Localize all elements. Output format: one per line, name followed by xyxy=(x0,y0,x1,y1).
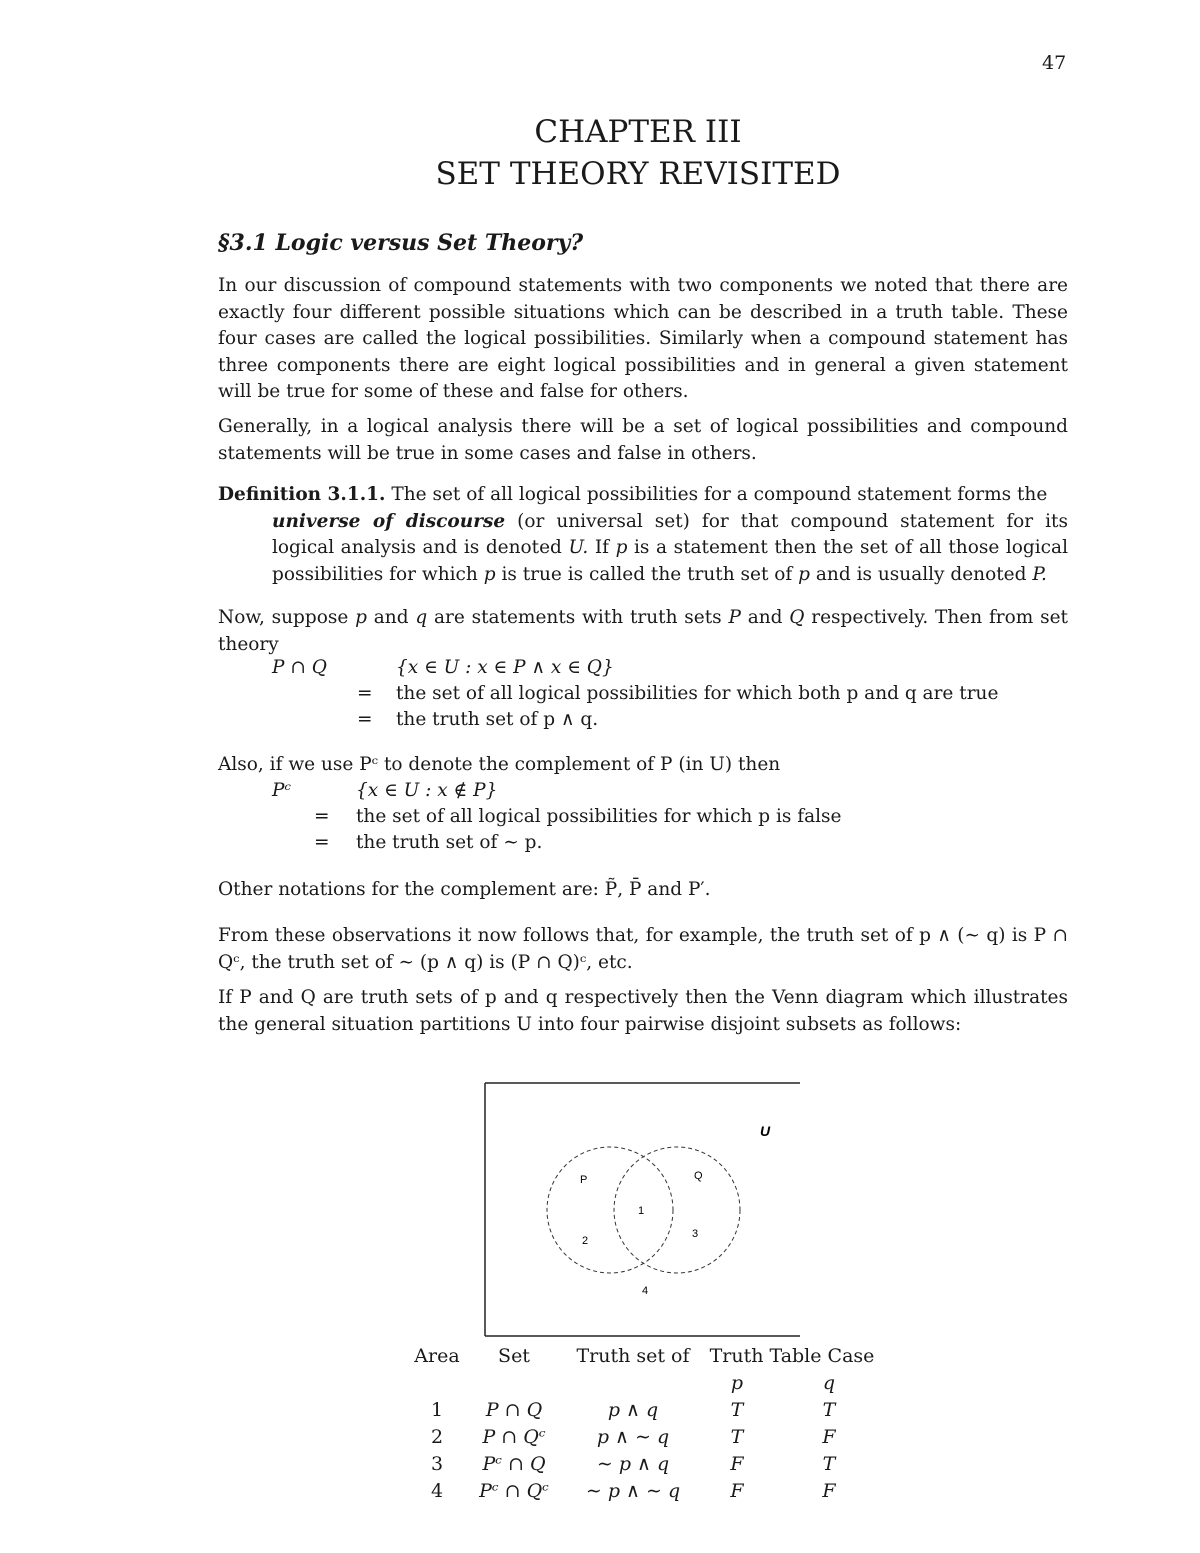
equation-lhs: Pᶜ xyxy=(272,780,291,801)
equation-row: {x ∈ U : x ∈ P ∧ x ∈ Q} xyxy=(396,657,614,678)
set-p-circle xyxy=(547,1147,673,1273)
equation-row: the set of all logical possibilities for which p is false xyxy=(356,806,842,827)
table-row: 2 P ∩ Qᶜ p ∧ ∼ q T F xyxy=(430,1425,836,1448)
column-subheader: p xyxy=(730,1371,744,1394)
table-row: 4 Pᶜ ∩ Qᶜ ∼ p ∧ ∼ q F F xyxy=(430,1479,836,1502)
equation-row: the truth set of ∼ p. xyxy=(356,832,543,853)
chapter-title: SET THEORY REVISITED xyxy=(435,156,841,192)
equals-sign: = xyxy=(314,806,330,827)
set-p-label: P xyxy=(580,1174,588,1186)
definition-term: universe of discourse xyxy=(272,510,506,532)
definition-label: Definition 3.1.1. xyxy=(218,484,386,505)
paragraph-also: Also, if we use Pᶜ to denote the complement of P (in U) then xyxy=(218,754,781,775)
column-header: Area xyxy=(414,1344,460,1367)
truth-table xyxy=(412,1342,884,1504)
table-row: 3 Pᶜ ∩ Q ∼ p ∧ q F T xyxy=(430,1452,836,1475)
equation-lhs: P ∩ Q xyxy=(272,657,327,678)
table-row: 1 P ∩ Q p ∧ q T T xyxy=(430,1398,836,1421)
region-label: 2 xyxy=(582,1235,589,1247)
section-heading: §3.1 Logic versus Set Theory? xyxy=(218,230,584,256)
universe-label: U xyxy=(760,1123,771,1139)
definition-text: The set of all logical possibilities for a compound statement forms the xyxy=(391,484,1048,505)
paragraph-from-observations: From these observations it now follows that, for example, the truth set of p ∧ (∼ q) is P ∩ Qᶜ, the truth set of ∼ (p ∧ q) is (P ∩ Q)ᶜ, etc. xyxy=(218,925,1068,973)
equals-sign: = xyxy=(314,832,330,853)
equals-sign: = xyxy=(357,683,373,704)
definition-block: Definition 3.1.1. The set of all logical possibilities for a compound statement forms the universe of discourse (or universal set) for that compound statement for its logical analysis and is denoted U. If p is a statement then the set of all those logical possibilities for which p is true is called the truth set of p and is usually denoted P. xyxy=(218,484,1068,585)
set-q-circle xyxy=(614,1147,740,1273)
equals-sign: = xyxy=(357,709,373,730)
table-header-row xyxy=(412,1342,884,1369)
region-label: 4 xyxy=(642,1285,649,1297)
column-header: Set xyxy=(498,1344,530,1367)
equation-row: the set of all logical possibilities for which both p and q are true xyxy=(396,683,999,704)
intersection-equation xyxy=(272,655,998,733)
page-number: 47 xyxy=(1042,52,1067,74)
column-header: Truth Table Case xyxy=(709,1344,875,1367)
complement-equation xyxy=(272,778,841,856)
paragraph-generally: Generally, in a logical analysis there will be a set of logical possibilities and compound statements will be true in some cases and false in others. xyxy=(218,416,1068,464)
paragraph-now-suppose: Now, suppose p and q are statements with truth sets P and Q respectively. Then from set theory xyxy=(218,607,1068,655)
column-subheader: q xyxy=(822,1371,836,1394)
equation-row: the truth set of p ∧ q. xyxy=(396,709,599,730)
paragraph-other-notations: Other notations for the complement are: P̃, P̄ and P′. xyxy=(218,879,711,900)
paragraph-logical-possibilities: In our discussion of compound statements with two components we noted that there are exactly four different possible situations which can be described in a truth table. These four cases are called the logical possibilities. Similarly when a compound statement has three components there are eight logical possibilities and in general a given statement will be true for some of these and false for others. xyxy=(218,275,1068,402)
chapter-number: CHAPTER III xyxy=(534,114,742,150)
column-header: Truth set of xyxy=(576,1344,690,1367)
venn-diagram xyxy=(480,1078,810,1342)
table-subheader-row xyxy=(412,1369,884,1396)
paragraph-venn-intro: If P and Q are truth sets of p and q respectively then the Venn diagram which illustrates the general situation partitions U into four pairwise disjoint subsets as follows: xyxy=(218,987,1068,1035)
region-label: 1 xyxy=(638,1205,645,1217)
region-label: 3 xyxy=(692,1228,699,1240)
set-q-label: Q xyxy=(694,1170,703,1182)
equation-row: {x ∈ U : x ∉ P} xyxy=(356,780,498,801)
